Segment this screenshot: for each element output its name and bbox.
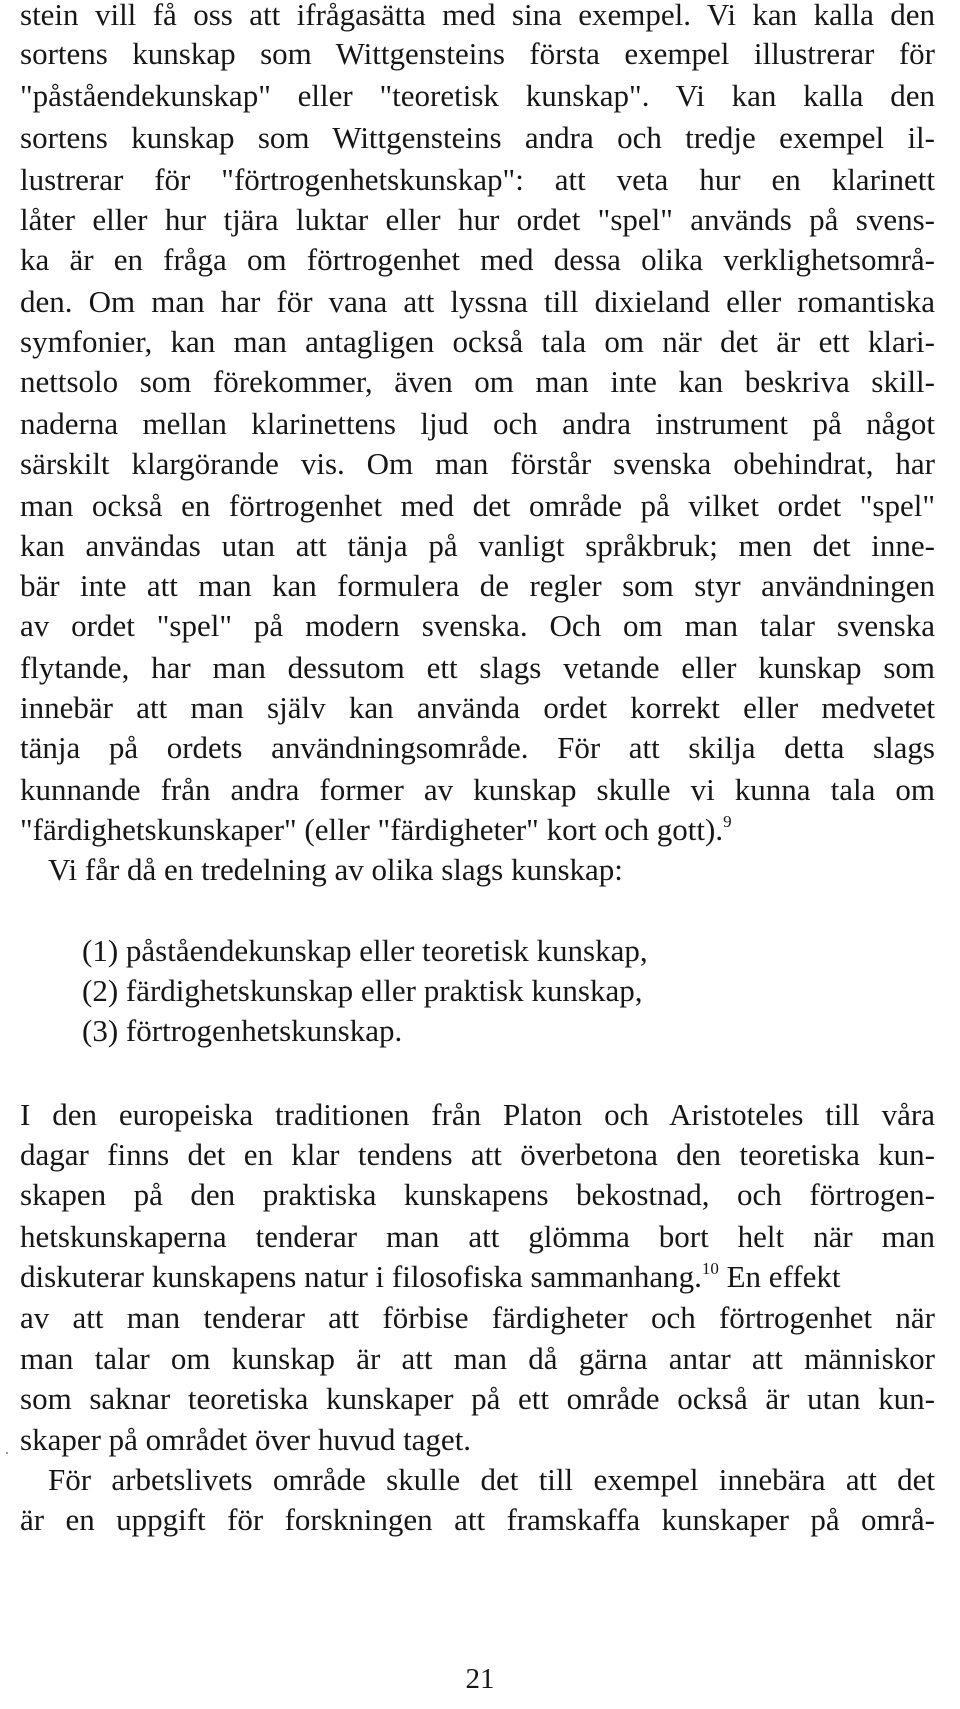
text-line: symfonier, kan man antagligen också tala om när det är ett klari- <box>20 324 935 359</box>
text-line: är en uppgift för forskningen att framskaffa kunskaper på områ- <box>20 1502 935 1537</box>
text-line: kan användas utan att tänja på vanligt språkbruk; men det inne- <box>20 528 935 563</box>
text-line: av att man tenderar att förbise färdigheter och förtrogenhet när <box>20 1300 935 1335</box>
text-line: nettsolo som förekommer, även om man inte kan beskriva skill- <box>20 364 935 399</box>
page-number: 21 <box>465 1663 495 1695</box>
text-line: flytande, har man dessutom ett slags vetande eller kunskap som <box>20 650 935 685</box>
text-run: "färdighetskunskaper" (eller "färdigheter" kort och gott). <box>20 812 724 847</box>
list-item <box>82 931 932 971</box>
text-line <box>20 1257 935 1297</box>
text-line: den. Om man har för vana att lyssna till dixieland eller romantiska <box>20 284 935 319</box>
text-line: dagar finns det en klar tendens att överbetona den teoretiska kun- <box>20 1137 935 1172</box>
text-line: stein vill få oss att ifrågasätta med sina exempel. Vi kan kalla den <box>20 0 935 32</box>
text-line: bär inte att man kan formulera de regler som styr användningen <box>20 568 935 603</box>
text-line: av ordet "spel" på modern svenska. Och om man talar svenska <box>20 608 935 643</box>
text-line: sortens kunskap som Wittgensteins första exempel illustrerar för <box>20 36 935 71</box>
text-line: man talar om kunskap är att man då gärna antar att människor <box>20 1341 935 1376</box>
text-line: tänja på ordets användningsområde. För att skilja detta slags <box>20 730 935 765</box>
list-text: förtrogenhetskunskap. <box>125 1013 403 1048</box>
text-line: innebär att man själv kan använda ordet korrekt eller medvetet <box>20 690 935 725</box>
text-line: särskilt klargörande vis. Om man förstår svenska obehindrat, har <box>20 446 935 481</box>
text-line: som saknar teoretiska kunskaper på ett område också är utan kun- <box>20 1381 935 1416</box>
list-number: (2) <box>82 973 119 1008</box>
text-line: För arbetslivets område skulle det till exempel innebära att det <box>48 1462 935 1497</box>
text-run: diskuterar kunskapens natur i filosofiska sammanhang. <box>20 1259 702 1294</box>
text-line: skapen på den praktiska kunskapens bekostnad, och förtrogen- <box>20 1177 935 1212</box>
text-line: låter eller hur tjära luktar eller hur ordet "spel" används på svens- <box>20 202 935 237</box>
text-line: sortens kunskap som Wittgensteins andra och tredje exempel il- <box>20 120 935 155</box>
text-line: skaper på området över huvud taget. <box>20 1422 472 1457</box>
text-line <box>20 810 935 850</box>
text-line: I den europeiska traditionen från Platon och Aristoteles till våra <box>20 1097 935 1132</box>
list-intro: Vi får då en tredelning av olika slags kunskap: <box>48 852 623 887</box>
text-line: "påståendekunskap" eller "teoretisk kunskap". Vi kan kalla den <box>20 78 935 113</box>
text-line: lustrerar för "förtrogenhetskunskap": att veta hur en klarinett <box>20 162 935 197</box>
footnote-marker: 10 <box>701 1259 719 1278</box>
text-run: En effekt <box>718 1259 841 1294</box>
text-line: hetskunskaperna tenderar man att glömma bort helt när man <box>20 1219 935 1254</box>
scan-speck <box>6 1452 8 1454</box>
text-line: man också en förtrogenhet med det område på vilket ordet "spel" <box>20 488 935 523</box>
list-number: (3) <box>82 1013 119 1048</box>
text-line: ka är en fråga om förtrogenhet med dessa olika verklighetsområ- <box>20 242 935 277</box>
list-item <box>82 1011 932 1051</box>
list-item <box>82 971 932 1011</box>
list-text: färdighetskunskap eller praktisk kunskap, <box>125 973 643 1008</box>
text-line: naderna mellan klarinettens ljud och andra instrument på något <box>20 406 935 441</box>
list-number: (1) <box>82 933 119 968</box>
text-line: kunnande från andra former av kunskap skulle vi kunna tala om <box>20 772 935 807</box>
list-text: påståendekunskap eller teoretisk kunskap, <box>125 933 648 968</box>
footnote-marker: 9 <box>723 812 732 831</box>
